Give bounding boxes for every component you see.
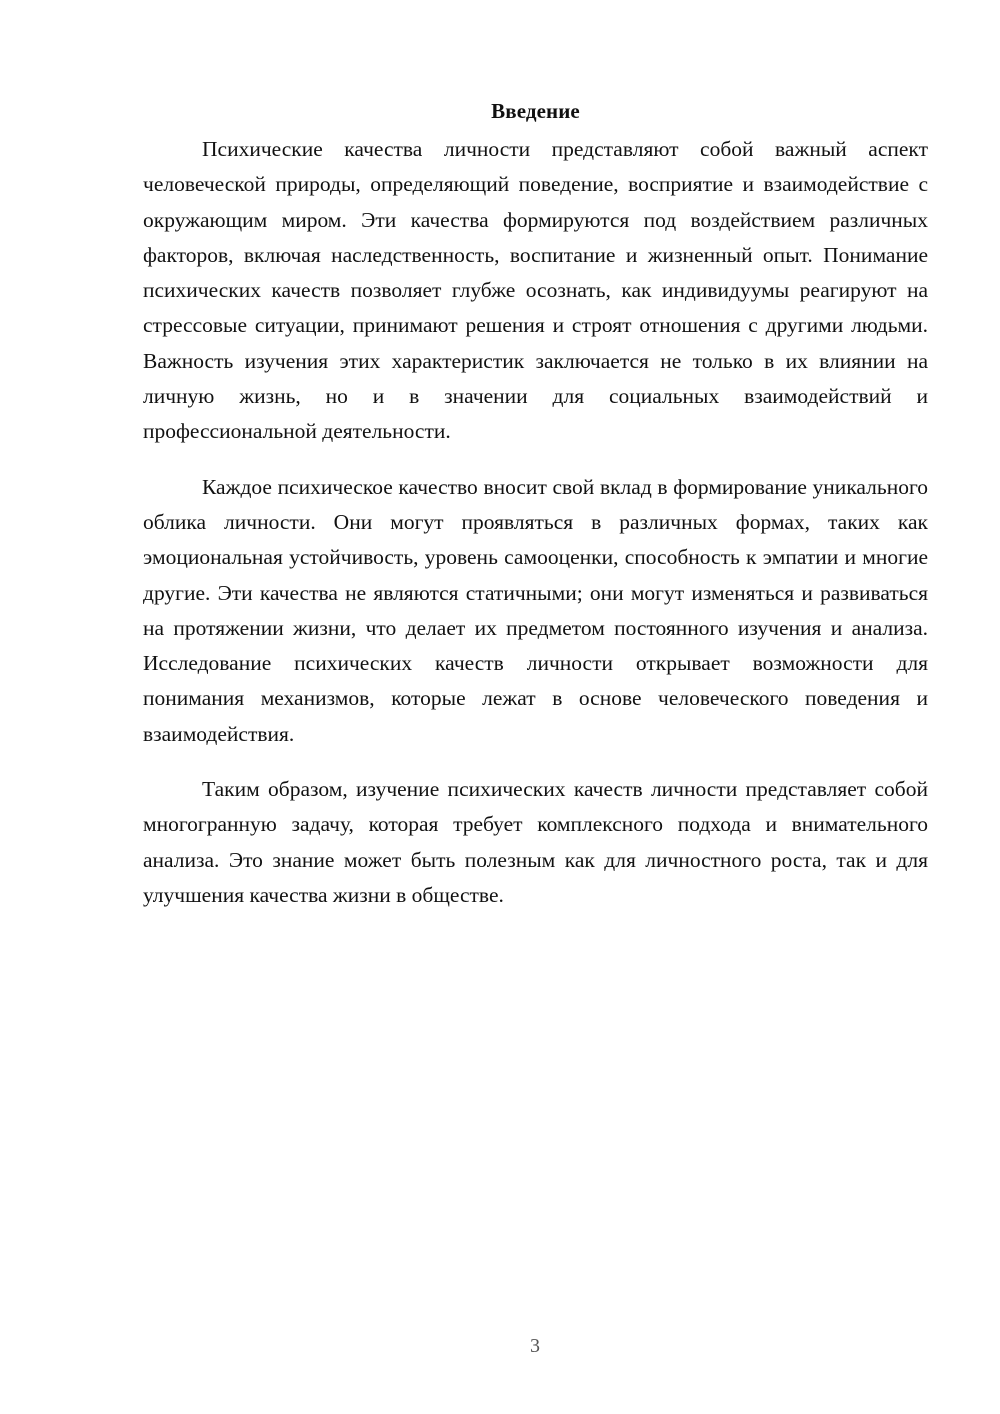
- paragraph-1: Психические качества личности представляют собой важный аспект человеческой природы, определяющий поведение, восприятие и взаимодействие с окружающим миром. Эти качества формируются под воздействием различных факторов, включая наследственность, воспитание и жизненный опыт. Понимание психических качеств позволяет глубже осознать, как индивидуумы реагируют на стрессовые ситуации, принимают решения и строят отношения с другими людьми. Важность изучения этих характеристик заключается не только в их влиянии на личную жизнь, но и в значении для социальных взаимодействий и профессиональной деятельности.: [143, 137, 928, 444]
- page-title: Введение: [491, 99, 580, 123]
- page-number: 3: [530, 1335, 540, 1357]
- paragraph-2: Каждое психическое качество вносит свой вклад в формирование уникального облика личности. Они могут проявляться в различных формах, таких как эмоциональная устойчивость, уровень самооценки, способность к эмпатии и многие другие. Эти качества не являются статичными; они могут изменяться и развиваться на протяжении жизни, что делает их предметом постоянного изучения и анализа. Исследование психических качеств личности открывает возможности для понимания механизмов, которые лежат в основе человеческого поведения и взаимодействия.: [143, 474, 928, 746]
- page-content: [143, 96, 928, 933]
- paragraph-3: Таким образом, изучение психических качеств личности представляет собой многогранную задачу, которая требует комплексного подхода и внимательного анализа. Это знание может быть полезным как для личностного роста, так и для улучшения качества жизни в обществе.: [143, 777, 928, 907]
